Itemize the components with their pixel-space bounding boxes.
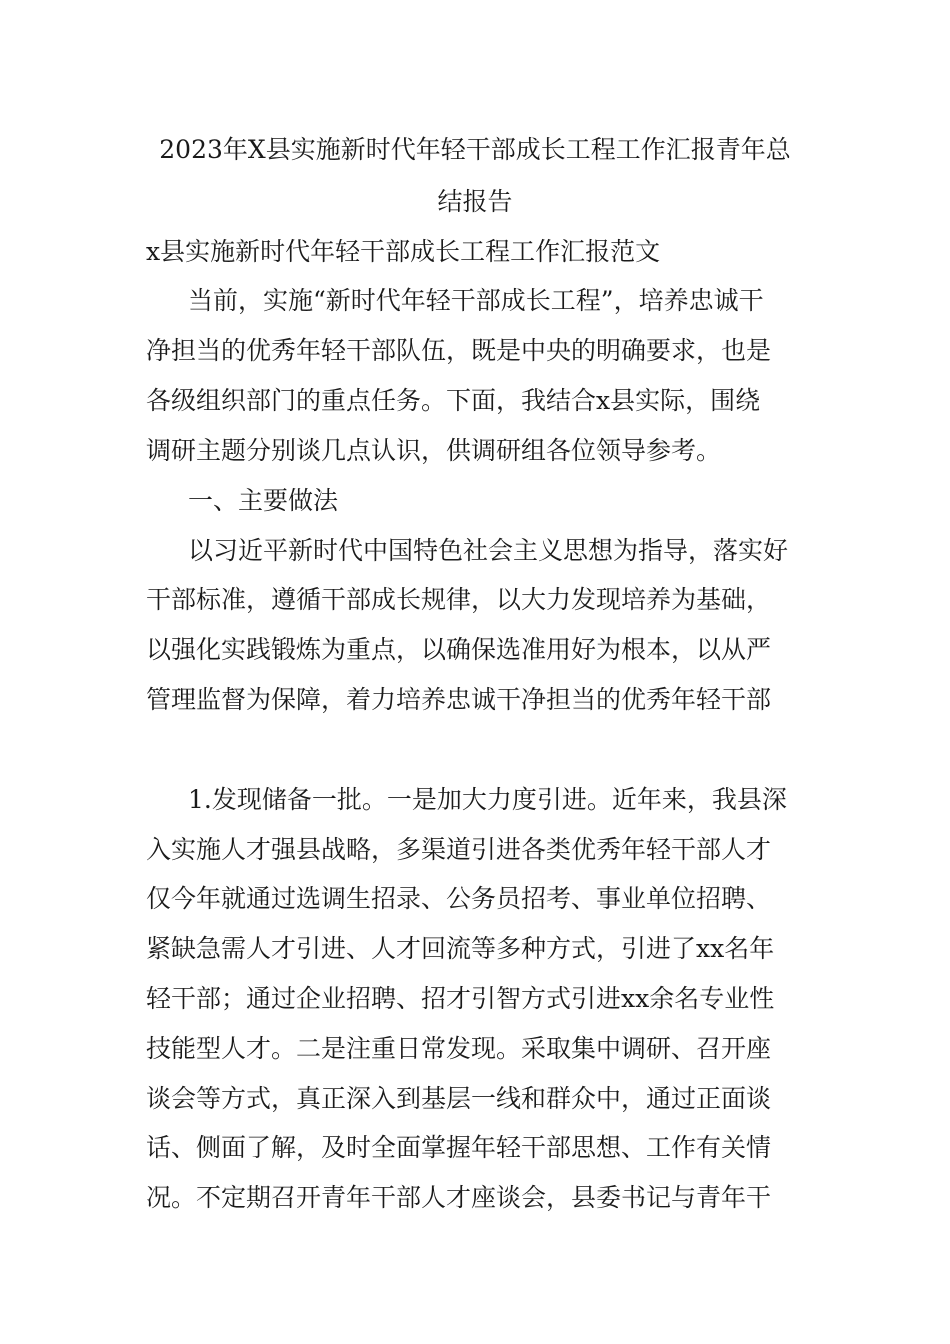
- paragraph-2-line-3: 以强化实践锻炼为重点，以确保选准用好为根本，以从严: [146, 635, 772, 664]
- paragraph-1-line-4: 调研主题分别谈几点认识，供调研组各位领导参考。: [146, 436, 722, 465]
- paragraph-3-line-9: 况。不定期召开青年干部人才座谈会，县委书记与青年干: [146, 1183, 772, 1212]
- paragraph-3-line-1: 1.发现储备一批。一是加大力度引进。近年来，我县深: [188, 785, 787, 814]
- paragraph-3-line-8: 话、侧面了解，及时全面掌握年轻干部思想、工作有关情: [146, 1133, 772, 1162]
- document-title-line-2: 结报告: [437, 187, 513, 216]
- paragraph-3-line-6: 技能型人才。二是注重日常发现。采取集中调研、召开座: [146, 1034, 772, 1063]
- paragraph-3-line-4: 紧缺急需人才引进、人才回流等多种方式，引进了xx名年: [146, 934, 775, 963]
- paragraph-3-line-2: 入实施人才强县战略，多渠道引进各类优秀年轻干部人才: [146, 835, 772, 864]
- document-subtitle: x县实施新时代年轻干部成长工程工作汇报范文: [146, 237, 661, 266]
- document-title-line-1: 2023年X县实施新时代年轻干部成长工程工作汇报青年总: [159, 135, 791, 164]
- section-heading: 一、主要做法: [188, 486, 339, 515]
- paragraph-3-line-5: 轻干部；通过企业招聘、招才引智方式引进xx余名专业性: [146, 984, 775, 1013]
- paragraph-2-line-1: 以习近平新时代中国特色社会主义思想为指导，落实好: [188, 536, 789, 565]
- paragraph-1-line-2: 净担当的优秀年轻干部队伍，既是中央的明确要求，也是: [146, 336, 772, 365]
- paragraph-2-line-2: 干部标准，遵循干部成长规律，以大力发现培养为基础，: [146, 585, 772, 614]
- paragraph-3-line-3: 仅今年就通过选调生招录、公务员招考、事业单位招聘、: [146, 884, 772, 913]
- paragraph-3-line-7: 谈会等方式，真正深入到基层一线和群众中，通过正面谈: [146, 1084, 772, 1113]
- paragraph-1-line-3: 各级组织部门的重点任务。下面，我结合x县实际，围绕: [146, 386, 761, 415]
- paragraph-2-line-4: 管理监督为保障，着力培养忠诚干净担当的优秀年轻干部: [146, 685, 772, 714]
- paragraph-1-line-1: 当前，实施“新时代年轻干部成长工程”，培养忠诚干: [188, 286, 764, 315]
